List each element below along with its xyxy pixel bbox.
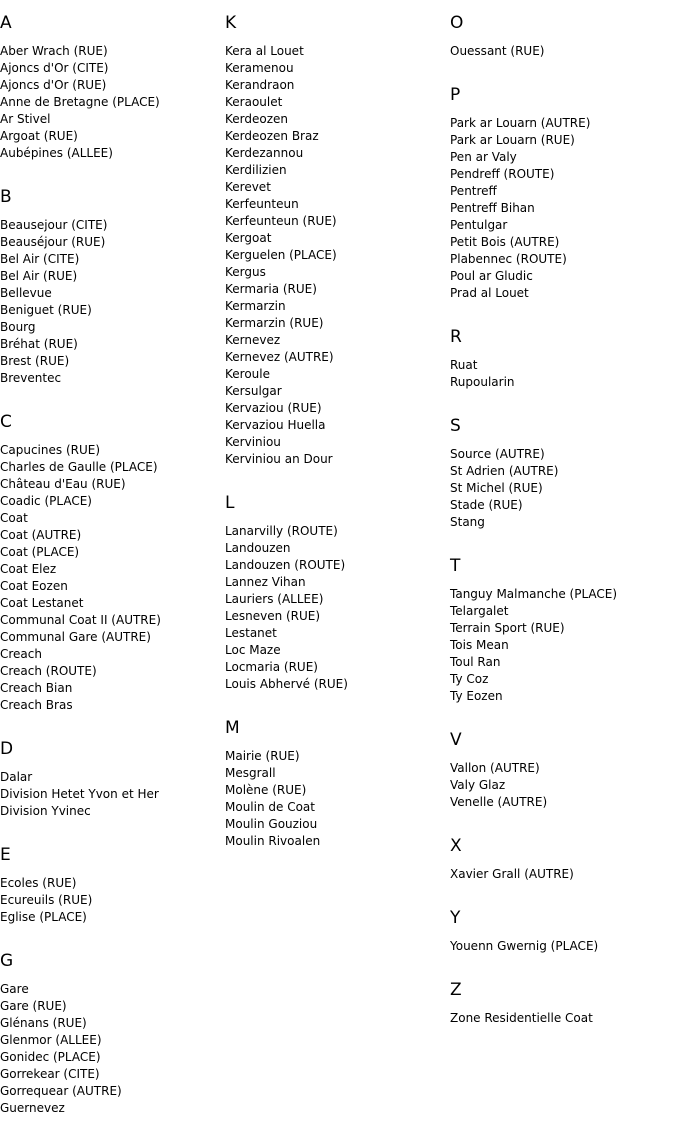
street-item: Kera al Louet bbox=[225, 44, 304, 58]
letter-group bbox=[450, 980, 675, 1027]
street-item: Locmaria (RUE) bbox=[225, 660, 318, 674]
street-item: Bel Air (CITE) bbox=[0, 252, 80, 266]
street-item: Eglise (PLACE) bbox=[0, 910, 87, 924]
street-item: Bourg bbox=[0, 320, 36, 334]
street-item: Beauséjour (RUE) bbox=[0, 235, 106, 249]
street-item: Charles de Gaulle (PLACE) bbox=[0, 460, 158, 474]
street-item: Coat Eozen bbox=[0, 579, 68, 593]
street-item: Gorrequear (AUTRE) bbox=[0, 1084, 122, 1098]
street-item: Kerevet bbox=[225, 180, 271, 194]
street-item: Kerfeunteun (RUE) bbox=[225, 214, 337, 228]
street-item: Coadic (PLACE) bbox=[0, 494, 92, 508]
street-item: Kervaziou Huella bbox=[225, 418, 326, 432]
street-index-column-3 bbox=[450, 13, 675, 1027]
street-item: Landouzen (ROUTE) bbox=[225, 558, 346, 572]
street-item: Prad al Louet bbox=[450, 286, 529, 300]
street-item: Ty Coz bbox=[450, 672, 489, 686]
street-item: Kerdeozen bbox=[225, 112, 289, 126]
street-item: Park ar Louarn (RUE) bbox=[450, 133, 575, 147]
street-item: Molène (RUE) bbox=[225, 783, 307, 797]
letter-heading: Z bbox=[450, 980, 462, 1000]
letter-heading: G bbox=[0, 951, 14, 971]
letter-group bbox=[450, 327, 675, 391]
street-item: Xavier Grall (AUTRE) bbox=[450, 867, 574, 881]
street-index-column-2 bbox=[225, 13, 445, 850]
street-item: Landouzen bbox=[225, 541, 291, 555]
street-item: Kergoat bbox=[225, 231, 272, 245]
street-item: Kervaziou (RUE) bbox=[225, 401, 322, 415]
letter-group bbox=[450, 416, 675, 531]
street-item: Lannez Vihan bbox=[225, 575, 306, 589]
letter-heading: C bbox=[0, 412, 12, 432]
street-item: Source (AUTRE) bbox=[450, 447, 545, 461]
letter-heading: O bbox=[450, 13, 464, 33]
street-list bbox=[450, 586, 675, 705]
street-list bbox=[450, 446, 675, 531]
street-item: Argoat (RUE) bbox=[0, 129, 78, 143]
street-item: Glénans (RUE) bbox=[0, 1016, 87, 1030]
street-item: Lauriers (ALLEE) bbox=[225, 592, 324, 606]
letter-heading: X bbox=[450, 836, 462, 856]
street-item: Petit Bois (AUTRE) bbox=[450, 235, 560, 249]
letter-group bbox=[0, 951, 220, 1117]
letter-group bbox=[0, 739, 220, 820]
street-item: Park ar Louarn (AUTRE) bbox=[450, 116, 591, 130]
street-item: Anne de Bretagne (PLACE) bbox=[0, 95, 160, 109]
street-item: Bréhat (RUE) bbox=[0, 337, 78, 351]
letter-group bbox=[450, 908, 675, 955]
street-list bbox=[225, 748, 445, 850]
street-item: Kerandraon bbox=[225, 78, 295, 92]
street-item: Mairie (RUE) bbox=[225, 749, 300, 763]
street-item: Rupoularin bbox=[450, 375, 515, 389]
street-list bbox=[0, 875, 220, 926]
street-item: Kergus bbox=[225, 265, 266, 279]
street-item: Aubépines (ALLEE) bbox=[0, 146, 113, 160]
letter-group bbox=[225, 493, 445, 693]
street-item: Moulin Gouziou bbox=[225, 817, 318, 831]
street-item: Division Hetet Yvon et Her bbox=[0, 787, 159, 801]
letter-group bbox=[225, 718, 445, 850]
letter-group bbox=[450, 85, 675, 302]
street-item: Tois Mean bbox=[450, 638, 509, 652]
street-item: Kerdilizien bbox=[225, 163, 287, 177]
street-item: Zone Residentielle Coat bbox=[450, 1011, 593, 1025]
street-list bbox=[0, 43, 220, 162]
street-item: Lesneven (RUE) bbox=[225, 609, 321, 623]
street-list bbox=[0, 442, 220, 714]
street-item: St Adrien (AUTRE) bbox=[450, 464, 559, 478]
street-item: Terrain Sport (RUE) bbox=[450, 621, 565, 635]
street-item: Mesgrall bbox=[225, 766, 276, 780]
street-item: Kernevez bbox=[225, 333, 281, 347]
street-item: Moulin Rivoalen bbox=[225, 834, 321, 848]
letter-heading: A bbox=[0, 13, 12, 33]
letter-heading: B bbox=[0, 187, 12, 207]
street-item: Kerdezannou bbox=[225, 146, 304, 160]
street-item: Gare bbox=[0, 982, 29, 996]
letter-heading: V bbox=[450, 730, 462, 750]
street-item: Kerguelen (PLACE) bbox=[225, 248, 337, 262]
letter-group bbox=[0, 187, 220, 387]
street-item: Division Yvinec bbox=[0, 804, 91, 818]
letter-heading: D bbox=[0, 739, 14, 759]
street-item: St Michel (RUE) bbox=[450, 481, 543, 495]
street-list bbox=[0, 981, 220, 1117]
street-item: Plabennec (ROUTE) bbox=[450, 252, 567, 266]
street-item: Guernevez bbox=[0, 1101, 65, 1115]
street-item: Bellevue bbox=[0, 286, 52, 300]
street-item: Breventec bbox=[0, 371, 62, 385]
street-item: Communal Coat II (AUTRE) bbox=[0, 613, 161, 627]
street-item: Coat Lestanet bbox=[0, 596, 84, 610]
street-item: Kerviniou bbox=[225, 435, 281, 449]
street-item: Telargalet bbox=[450, 604, 509, 618]
letter-heading: L bbox=[225, 493, 235, 513]
street-item: Pen ar Valy bbox=[450, 150, 517, 164]
street-item: Ouessant (RUE) bbox=[450, 44, 545, 58]
street-item: Bel Air (RUE) bbox=[0, 269, 78, 283]
street-item: Toul Ran bbox=[450, 655, 501, 669]
street-item: Gare (RUE) bbox=[0, 999, 67, 1013]
street-item: Creach (ROUTE) bbox=[0, 664, 97, 678]
street-item: Kerviniou an Dour bbox=[225, 452, 333, 466]
street-item: Ajoncs d'Or (RUE) bbox=[0, 78, 107, 92]
street-item: Keraoulet bbox=[225, 95, 283, 109]
street-item: Gorrekear (CITE) bbox=[0, 1067, 100, 1081]
street-item: Kermarzin bbox=[225, 299, 286, 313]
street-item: Château d'Eau (RUE) bbox=[0, 477, 126, 491]
street-list bbox=[450, 938, 675, 955]
letter-heading: Y bbox=[450, 908, 461, 928]
street-item: Keramenou bbox=[225, 61, 294, 75]
street-item: Ar Stivel bbox=[0, 112, 51, 126]
street-item: Ruat bbox=[450, 358, 478, 372]
letter-heading: E bbox=[0, 845, 11, 865]
street-item: Pentreff Bihan bbox=[450, 201, 535, 215]
street-item: Pendreff (ROUTE) bbox=[450, 167, 555, 181]
street-item: Loc Maze bbox=[225, 643, 281, 657]
street-list bbox=[450, 43, 675, 60]
street-item: Coat Elez bbox=[0, 562, 57, 576]
street-list bbox=[0, 769, 220, 820]
street-item: Ajoncs d'Or (CITE) bbox=[0, 61, 109, 75]
street-item: Dalar bbox=[0, 770, 33, 784]
street-item: Coat bbox=[0, 511, 28, 525]
street-item: Pentreff bbox=[450, 184, 497, 198]
letter-group bbox=[450, 13, 675, 60]
street-item: Kernevez (AUTRE) bbox=[225, 350, 334, 364]
street-item: Ecureuils (RUE) bbox=[0, 893, 93, 907]
letter-heading: S bbox=[450, 416, 461, 436]
letter-group bbox=[0, 13, 220, 162]
street-item: Gonidec (PLACE) bbox=[0, 1050, 101, 1064]
street-item: Coat (AUTRE) bbox=[0, 528, 82, 542]
street-item: Creach Bras bbox=[0, 698, 73, 712]
street-item: Pentulgar bbox=[450, 218, 508, 232]
street-item: Valy Glaz bbox=[450, 778, 506, 792]
street-list bbox=[450, 1010, 675, 1027]
letter-group bbox=[450, 836, 675, 883]
letter-group bbox=[450, 556, 675, 705]
street-item: Youenn Gwernig (PLACE) bbox=[450, 939, 599, 953]
letter-group bbox=[0, 412, 220, 714]
street-item: Communal Gare (AUTRE) bbox=[0, 630, 151, 644]
street-item: Kerfeunteun bbox=[225, 197, 299, 211]
letter-group bbox=[450, 730, 675, 811]
street-item: Glenmor (ALLEE) bbox=[0, 1033, 102, 1047]
street-item: Capucines (RUE) bbox=[0, 443, 101, 457]
letter-group bbox=[225, 13, 445, 468]
street-item: Kersulgar bbox=[225, 384, 282, 398]
street-item: Kermarzin (RUE) bbox=[225, 316, 324, 330]
street-index-column-1 bbox=[0, 13, 220, 1117]
street-item: Louis Abhervé (RUE) bbox=[225, 677, 348, 691]
street-item: Coat (PLACE) bbox=[0, 545, 80, 559]
street-item: Kerdeozen Braz bbox=[225, 129, 319, 143]
street-item: Stade (RUE) bbox=[450, 498, 523, 512]
street-item: Poul ar Gludic bbox=[450, 269, 533, 283]
street-item: Aber Wrach (RUE) bbox=[0, 44, 108, 58]
letter-heading: R bbox=[450, 327, 462, 347]
letter-heading: T bbox=[450, 556, 461, 576]
street-item: Creach Bian bbox=[0, 681, 73, 695]
street-list bbox=[225, 523, 445, 693]
street-item: Creach bbox=[0, 647, 42, 661]
street-item: Brest (RUE) bbox=[0, 354, 70, 368]
street-list bbox=[450, 115, 675, 302]
street-list bbox=[225, 43, 445, 468]
letter-heading: P bbox=[450, 85, 461, 105]
street-item: Lanarvilly (ROUTE) bbox=[225, 524, 338, 538]
street-item: Beniguet (RUE) bbox=[0, 303, 92, 317]
street-list bbox=[0, 217, 220, 387]
letter-group bbox=[0, 845, 220, 926]
street-item: Tanguy Malmanche (PLACE) bbox=[450, 587, 618, 601]
street-list bbox=[450, 357, 675, 391]
street-item: Venelle (AUTRE) bbox=[450, 795, 548, 809]
street-item: Stang bbox=[450, 515, 485, 529]
street-item: Kermaria (RUE) bbox=[225, 282, 317, 296]
street-item: Ecoles (RUE) bbox=[0, 876, 77, 890]
street-item: Beausejour (CITE) bbox=[0, 218, 108, 232]
street-list bbox=[450, 866, 675, 883]
street-item: Ty Eozen bbox=[450, 689, 503, 703]
street-item: Vallon (AUTRE) bbox=[450, 761, 540, 775]
street-item: Lestanet bbox=[225, 626, 277, 640]
street-item: Moulin de Coat bbox=[225, 800, 315, 814]
street-item: Keroule bbox=[225, 367, 270, 381]
street-list bbox=[450, 760, 675, 811]
letter-heading: M bbox=[225, 718, 240, 738]
letter-heading: K bbox=[225, 13, 237, 33]
